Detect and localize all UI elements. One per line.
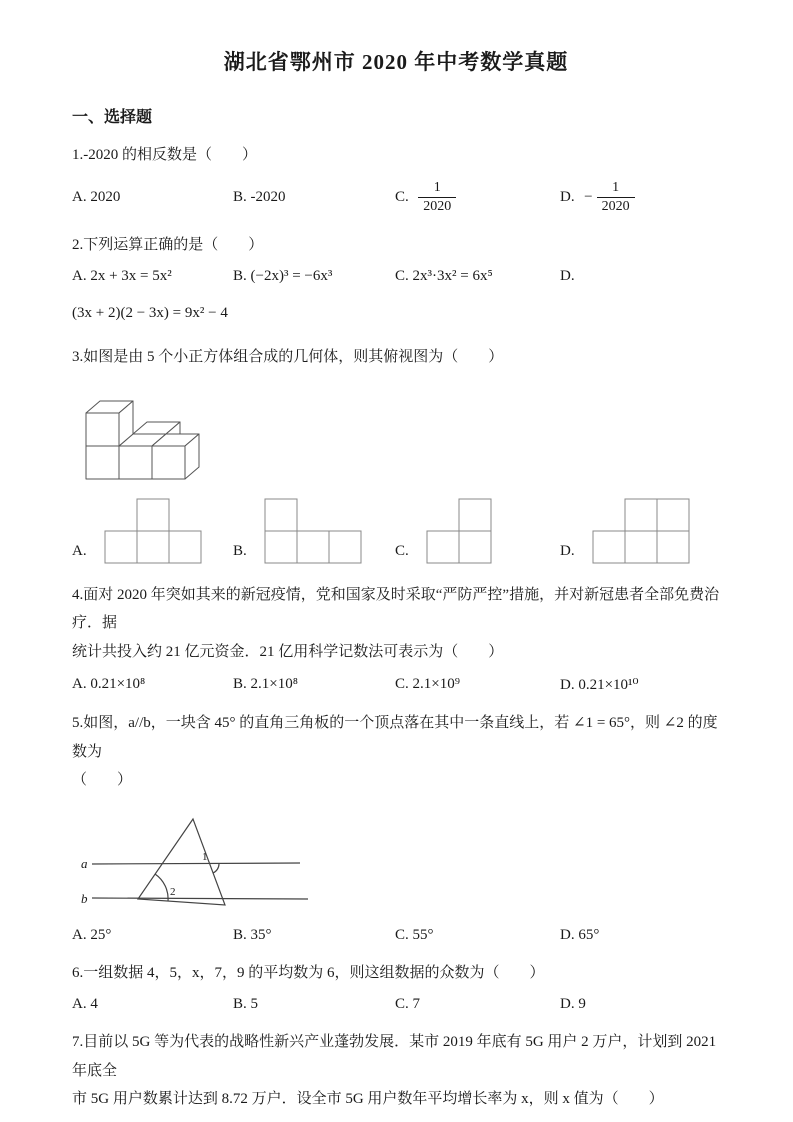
question-5: [72, 709, 720, 944]
q1-option-b: B. -2020: [233, 188, 286, 205]
q1-option-a: A. 2020: [72, 188, 121, 205]
q1-option-c-fraction: [418, 179, 456, 216]
q2-option-d-label: D.: [560, 268, 575, 285]
question-4: [72, 581, 720, 695]
q3-option-d-figure: [591, 498, 691, 566]
question-1-stem: 1.-2020 的相反数是（ ）: [72, 147, 257, 163]
question-1: [72, 141, 720, 216]
q3-option-c-figure: [425, 498, 493, 566]
q6-option-b: B. 5: [233, 996, 259, 1013]
question-6-options: [72, 996, 720, 1013]
q5-option-b: B. 35°: [233, 926, 272, 943]
q3-option-b-figure: [263, 498, 363, 566]
question-4-options: [72, 675, 720, 694]
q3-solid-figure: [78, 384, 253, 484]
cube-top-left: [86, 401, 133, 446]
question-2: [72, 231, 720, 328]
q5-option-c: C. 55°: [395, 926, 434, 943]
q1-c-numerator: 1: [418, 179, 456, 198]
q3-figure-row: [78, 384, 720, 484]
q1-d-denominator: 2020: [601, 198, 630, 214]
q4-option-b: B. 2.1×10⁸: [233, 676, 298, 693]
q1-option-d-label: D.: [560, 188, 575, 205]
q3-option-a-label: A.: [72, 542, 87, 559]
q4-option-d: D. 0.21×10¹⁰: [560, 677, 639, 694]
q2-option-a: A. 2x + 3x = 5x²: [72, 268, 172, 285]
line-b-label: b: [81, 890, 88, 906]
question-6-stem: 6.一组数据 4，5，x，7，9 的平均数为 6，则这组数据的众数为（ ）: [72, 964, 545, 981]
question-5-stem-line2: （ ）: [72, 772, 133, 789]
q3-option-c-label: C.: [395, 542, 409, 559]
q6-option-c: C. 7: [395, 996, 421, 1013]
question-4-stem-line2: 统计共投入约 21 亿元资金．21 亿用科学记数法可表示为（ ）: [72, 643, 504, 660]
q1-option-c: [395, 179, 560, 216]
q6-option-a: A. 4: [72, 996, 98, 1013]
question-1-options: [72, 179, 720, 216]
question-2-options: [72, 268, 720, 285]
angle-1-label: 1: [202, 850, 208, 863]
q3-option-a: [72, 498, 233, 566]
q1-option-d: [560, 179, 720, 216]
q3-option-b: [233, 498, 395, 566]
question-3-options: [72, 498, 720, 566]
question-6: [72, 959, 720, 1014]
angle-2-arc: [155, 874, 168, 901]
q2-option-d-formula: (3x + 2)(2 − 3x) = 9x² − 4: [72, 305, 228, 322]
angle-2-label: 2: [170, 885, 176, 898]
question-5-stem-line1: 5.如图，a//b，一块含 45° 的直角三角板的一个顶点落在其中一条直线上，若 ∠1 = 65°，则 ∠2 的度数为: [72, 715, 718, 760]
q1-option-c-label: C.: [395, 188, 409, 205]
line-b: [92, 898, 308, 899]
q4-option-c: C. 2.1×10⁹: [395, 676, 460, 693]
question-5-options: [72, 927, 720, 944]
q5-figure-row: [78, 807, 720, 917]
question-3-stem: 3.如图是由 5 个小正方体组合成的几何体，则其俯视图为（ ）: [72, 349, 504, 366]
q3-option-d-label: D.: [560, 542, 575, 559]
q5-option-d: D. 65°: [560, 926, 600, 943]
q2-option-c: C. 2x³·3x² = 6x⁵: [395, 268, 493, 285]
triangle: [138, 819, 225, 905]
q3-option-d: [560, 498, 720, 566]
q3-option-a-figure: [103, 498, 203, 566]
q5-option-a: A. 25°: [72, 926, 112, 943]
line-a: [92, 863, 300, 864]
page-title: 湖北省鄂州市 2020 年中考数学真题: [223, 50, 569, 74]
q6-option-d: D. 9: [560, 996, 586, 1013]
q1-c-denominator: 2020: [423, 198, 452, 214]
q3-option-c: [395, 498, 560, 566]
question-3: [72, 343, 720, 566]
cube-front-right: [152, 434, 199, 479]
section-heading: 一、选择题: [72, 109, 153, 126]
question-2-stem: 2.下列运算正确的是（ ）: [72, 236, 264, 253]
q1-d-numerator: 1: [597, 179, 635, 198]
line-a-label: a: [81, 855, 88, 871]
q1-option-d-fraction: [597, 179, 635, 216]
question-7-stem-line1: 7.目前以 5G 等为代表的战略性新兴产业蓬勃发展．某市 2019 年底有 5G 用户 2 万户，计划到 2021 年底全: [72, 1034, 717, 1079]
q3-option-b-label: B.: [233, 542, 247, 559]
q5-parallel-lines-figure: [78, 807, 328, 917]
q2-option-b: B. (−2x)³ = −6x³: [233, 268, 333, 285]
question-7: [72, 1028, 720, 1114]
question-4-stem-line1: 4.面对 2020 年突如其来的新冠疫情，党和国家及时采取“严防严控”措施，并对新冠患者全部免费治疗．据: [72, 586, 720, 632]
question-7-stem-line2: 市 5G 用户数累计达到 8.72 万户．设全市 5G 用户数年平均增长率为 x，则 x 值为（ ）: [72, 1091, 664, 1108]
q1-d-minus-sign: −: [584, 188, 593, 205]
q4-option-a: A. 0.21×10⁸: [72, 676, 146, 693]
angle-1-arc: [213, 864, 219, 873]
